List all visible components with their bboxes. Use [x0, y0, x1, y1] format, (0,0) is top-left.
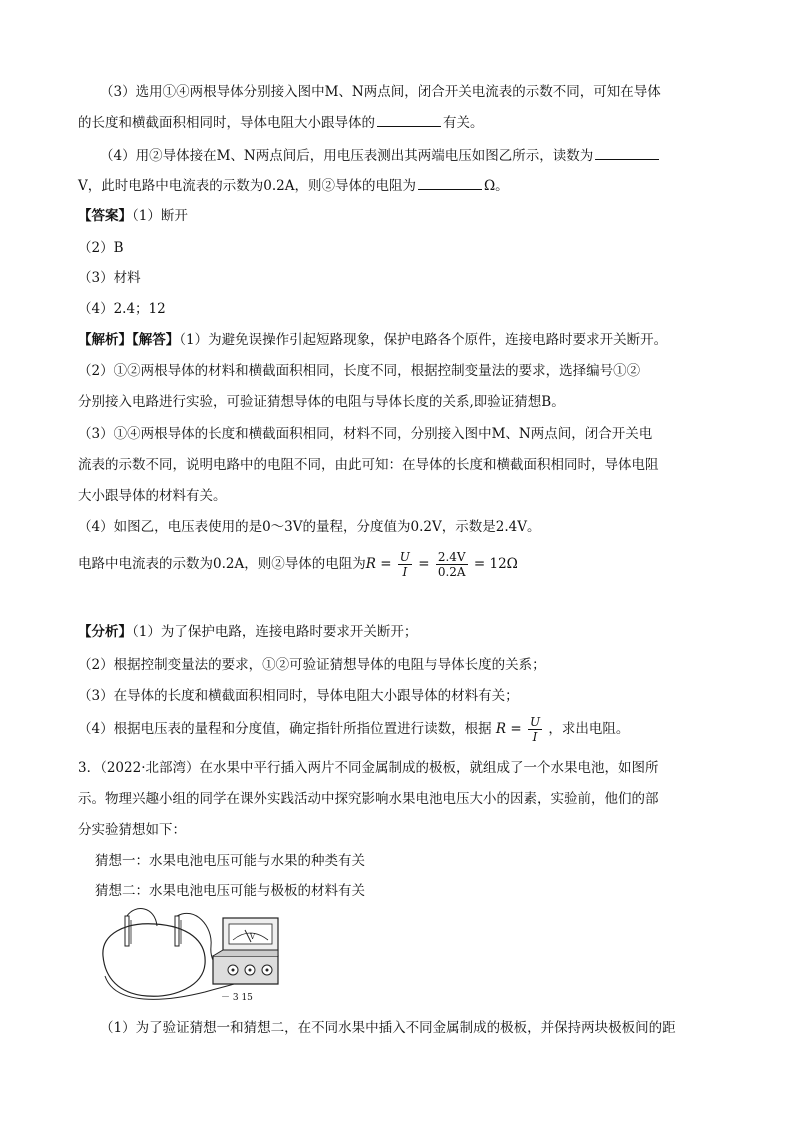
analysis-p4: （4）如图乙，电压表使用的是0～3V的量程，分度值为0.2V，示数是2.4V。 — [78, 519, 541, 535]
analysis-p3b: 流表的示数不同，说明电路中的电阻不同，由此可知：在导体的长度和横截面积相同时，导体电阻 — [78, 457, 659, 473]
q4-line-2: V，此时电路中电流表的示数为0.2A，则②导体的电阻为 Ω。 — [78, 175, 509, 196]
analysis-p1: 【解析】【解答】（1）为避免误操作引起短路现象，保护电路各个原件，连接电路时要求开关断开。 — [78, 332, 668, 348]
terminal-labels: － 3 15 — [221, 993, 253, 1003]
analysis-p2a: （2）①②两根导体的材料和横截面积相同，长度不同，根据控制变量法的要求，选择编号①② — [78, 363, 641, 379]
fenxi-p4: （4）根据电压表的量程和分度值，确定指针所指位置进行读数，根据 R = $\frac{U}{I}$ ，求出电阻。 — [78, 715, 630, 744]
fruit-battery-figure — [95, 906, 285, 1011]
fraction-u-over-i: $\frac{U}{I}$ — [529, 715, 541, 744]
q3-line-1: （3）选用①④两根导体分别接入图中M、N两点间，闭合开关电流表的示数不同，可知在导体 — [100, 84, 661, 100]
guess-2: 猜想二：水果电池电压可能与极板的材料有关 — [95, 883, 365, 899]
analysis-p3a: （3）①④两根导体的长度和横截面积相同，材料不同，分别接入图中M、N两点间，闭合开关电 — [78, 426, 653, 442]
fenxi-p1: 【分析】（1）为了保护电路，连接电路时要求开关断开； — [78, 624, 418, 640]
sub-question-1: （1）为了验证猜想一和猜想二，在不同水果中插入不同金属制成的极板，并保持两块极板间的距 — [100, 1020, 676, 1036]
fraction-u-over-i: $\frac{U}{I}$ — [399, 550, 410, 579]
analysis-p3c: 大小跟导体的材料有关。 — [78, 488, 227, 504]
question-3-line-2: 示。物理兴趣小组的同学在课外实践活动中探究影响水果电池电压大小的因素，实验前，他们的部 — [78, 791, 659, 807]
q4-line-1: （4）用②导体接在M、N两点间后，用电压表测出其两端电压如图乙所示，读数为 — [100, 145, 661, 166]
fenxi-p3: （3）在导体的长度和横截面积相同时，导体电阻大小跟导体的材料有关； — [78, 688, 519, 704]
guess-1: 猜想一：水果电池电压可能与水果的种类有关 — [95, 853, 365, 869]
answer-heading: 【答案】（1）断开 — [78, 208, 188, 224]
voltmeter-label: V — [250, 933, 256, 941]
fruit-battery-diagram — [95, 906, 285, 1011]
q3-line-2: 的长度和横截面积相同时，导体电阻大小跟导体的 有关。 — [78, 112, 484, 133]
fenxi-p2: （2）根据控制变量法的要求，①②可验证猜想导体的电阻与导体长度的关系； — [78, 657, 546, 673]
question-3-line-3: 分实验猜想如下： — [78, 822, 186, 838]
answer-4: （4）2.4；12 — [78, 301, 166, 317]
fraction-values: $\frac{2.4V}{0.2A}$ — [437, 550, 466, 579]
answer-blank[interactable] — [418, 175, 482, 190]
question-3-line-1: 3．（2022·北部湾）在水果中平行插入两片不同金属制成的极板，就组成了一个水果电池，如图所 — [78, 760, 659, 776]
answer-blank[interactable] — [595, 145, 659, 160]
answer-2: （2）B — [78, 240, 124, 256]
answer-blank[interactable] — [377, 112, 441, 127]
analysis-formula-line: 电路中电流表的示数为0.2A，则②导体的电阻为R = $\frac{U}{I}$ = $\frac{2.4V}{0.2A}$ = 12Ω — [78, 550, 518, 579]
answer-3: （3）材料 — [78, 270, 141, 286]
analysis-p2b: 分别接入电路进行实验，可验证猜想导体的电阻与导体长度的关系,即验证猜想B。 — [78, 394, 565, 410]
